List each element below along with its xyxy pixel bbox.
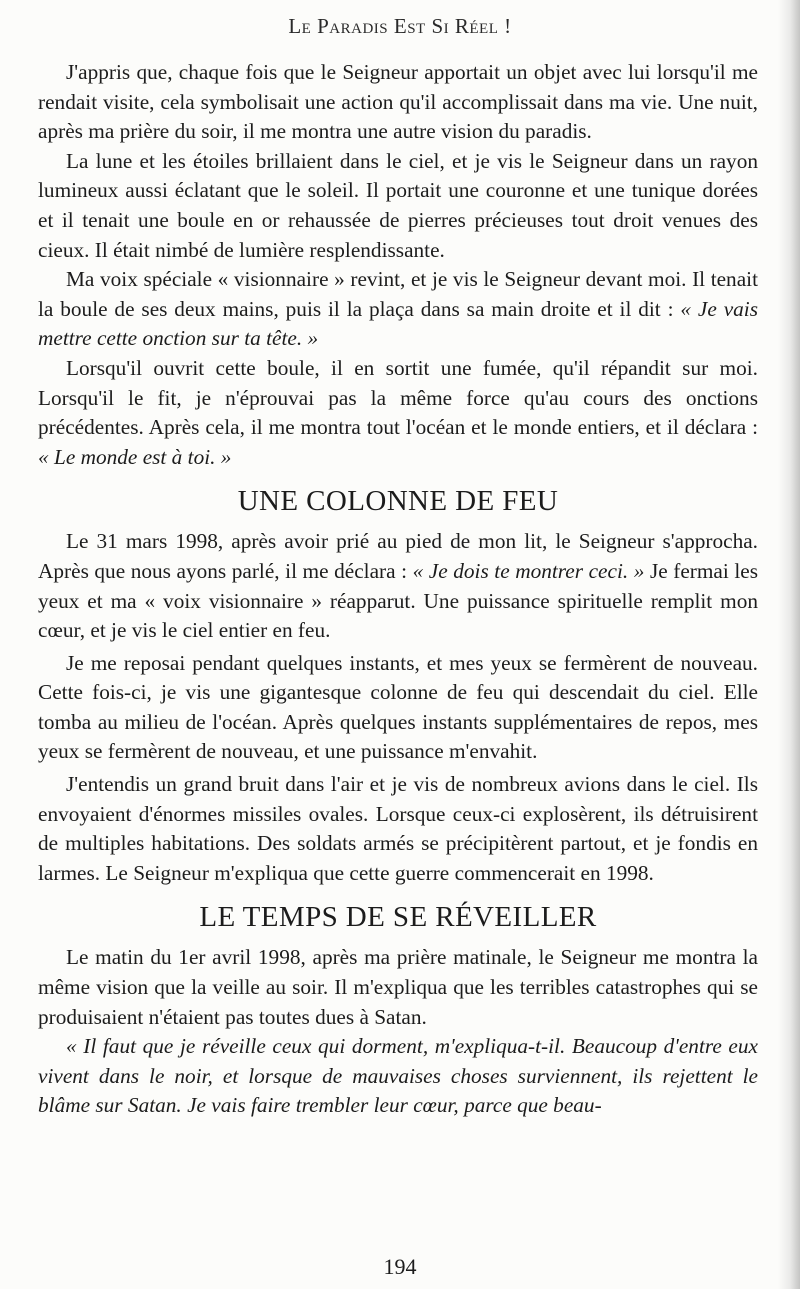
paragraph bbox=[38, 1032, 758, 1121]
paragraph: J'appris que, chaque fois que le Seigneur apportait un objet avec lui lorsqu'il me rendait visite, cela symbolisait une action qu'il accomplissait dans ma vie. Une nuit, après ma prière du soir, il me montra une autre vision du paradis. bbox=[38, 60, 758, 144]
page-number: 194 bbox=[383, 1254, 417, 1279]
paragraph: Le matin du 1er avril 1998, après ma prière matinale, le Seigneur me montra la même vision que la veille au soir. Il m'expliqua que les terribles catastrophes qui se produisaient n'étaient pas toutes dues à Satan. bbox=[38, 945, 758, 1029]
italic-quote: « Je vais mettre cette onction sur ta tête. » bbox=[38, 296, 758, 351]
paragraph-text: Le 31 mars 1998, après avoir prié au pied de mon lit, le Seigneur s'approcha. Après que nous ayons parlé, il me déclara : bbox=[38, 529, 758, 583]
italic-quote: « Je dois te montrer ceci. » bbox=[412, 558, 645, 583]
italic-quote: « Il faut que je réveille ceux qui dorment, m'expliqua-t-il. Beaucoup d'entre eux vivent dans le noir, et lorsque de mauvaises choses surviennent, ils rejettent le blâme sur Satan. Je vais faire trembler leur cœur, parce que beau- bbox=[38, 1034, 758, 1118]
paragraph bbox=[38, 354, 758, 472]
paragraph-text: Ma voix spéciale « visionnaire » revint, et je vis le Seigneur devant moi. Il tenait la boule de ses deux mains, puis il la plaça dans sa main droite et il dit : bbox=[38, 267, 758, 321]
section-heading: LE TEMPS DE SE RÉVEILLER bbox=[199, 901, 597, 934]
paragraph: Je me reposai pendant quelques instants, et mes yeux se fermèrent de nouveau. Cette fois-ci, je vis une gigantesque colonne de feu qui descendait du ciel. Elle tomba au milieu de l'océan. Après quelques instants supplémentaires de repos, mes yeux se fermèrent de nouveau, et une puissance m'envahit. bbox=[38, 650, 758, 764]
paragraph bbox=[38, 527, 758, 645]
page-binding-shadow bbox=[778, 0, 800, 1289]
body-text bbox=[38, 58, 758, 1121]
italic-quote: « Le monde est à toi. » bbox=[38, 444, 232, 469]
paragraph-text: Lorsqu'il ouvrit cette boule, il en sortit une fumée, qu'il répandit sur moi. Lorsqu'il le fit, je n'éprouvai pas la même force qu'au cours des onctions précédentes. Après cela, il me montra tout l'océan et le monde entiers, et il déclara : bbox=[38, 355, 758, 440]
section-heading: UNE COLONNE DE FEU bbox=[237, 485, 559, 518]
paragraph-text: Je fermai les yeux et ma « voix visionnaire » réapparut. Une puissance spirituelle remplit mon cœur, et je vis le ciel entier en feu. bbox=[38, 558, 759, 643]
running-head: Le Paradis Est Si Réel ! bbox=[288, 14, 512, 38]
paragraph: J'entendis un grand bruit dans l'air et je vis de nombreux avions dans le ciel. Ils envoyaient d'énormes missiles ovales. Lorsque ceux-ci explosèrent, ils détruisirent de multiples habitations. Des soldats armés se précipitèrent partout, et je fondis en larmes. Le Seigneur m'expliqua que cette guerre commencerait en 1998. bbox=[38, 772, 758, 885]
paragraph bbox=[38, 265, 758, 354]
paragraph: La lune et les étoiles brillaient dans le ciel, et je vis le Seigneur dans un rayon lumineux aussi éclatant que le soleil. Il portait une couronne et une tunique dorées et il tenait une boule en or rehaussée de pierres précieuses tout droit venues des cieux. Il était nimbé de lumière resplendissante. bbox=[38, 148, 758, 262]
